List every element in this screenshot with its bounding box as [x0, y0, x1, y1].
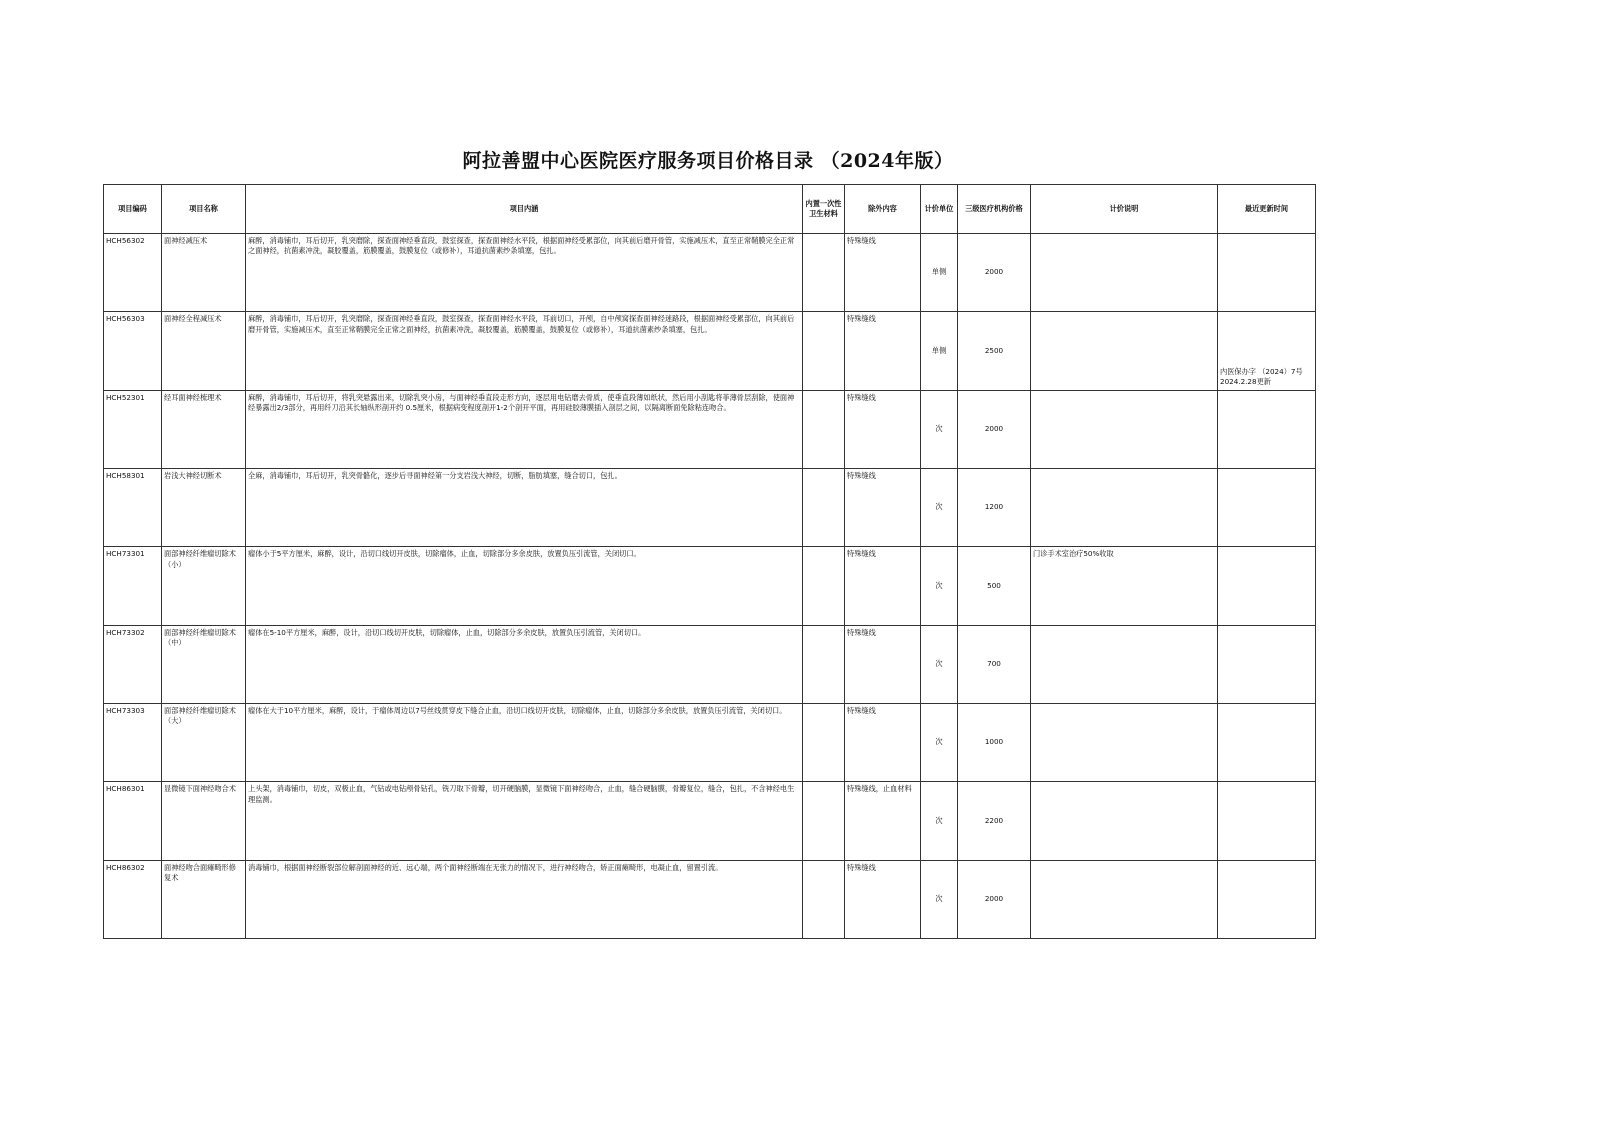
cell-name: 面神经全程减压术 — [162, 312, 246, 390]
cell-code: HCH86302 — [104, 860, 162, 938]
cell-name: 经耳面神经梳理术 — [162, 390, 246, 468]
table-row — [104, 625, 1316, 703]
cell-note — [1031, 234, 1218, 312]
cell-updated: 内医保办字 （2024）7号 2024.2.28更新 — [1218, 312, 1316, 390]
cell-content: 麻醉，消毒铺巾，耳后切开，乳突磨除，探查面神经垂直段，鼓室探查，探查面神经水平段，根据面神经受累部位，向其前后磨开骨管，实施减压术，直至正常鞘膜完全正常之面神经，抗菌素冲洗，凝胶覆盖，筋膜覆盖，鼓膜复位（或修补），耳道抗菌素纱条填塞，包扎。 — [246, 234, 803, 312]
cell-price: 700 — [958, 625, 1031, 703]
page-title: 阿拉善盟中心医院医疗服务项目价格目录 （2024年版） — [462, 150, 954, 172]
cell-name: 面部神经纤维瘤切除术（中） — [162, 625, 246, 703]
cell-disposable — [803, 234, 845, 312]
cell-excluded: 特殊缝线 — [845, 468, 921, 546]
cell-price: 2000 — [958, 234, 1031, 312]
cell-name: 面神经吻合面瘫畸形修复术 — [162, 860, 246, 938]
cell-updated — [1218, 703, 1316, 781]
cell-note — [1031, 468, 1218, 546]
cell-price: 2200 — [958, 782, 1031, 860]
cell-excluded: 特殊缝线 — [845, 234, 921, 312]
cell-unit: 次 — [921, 547, 958, 625]
cell-disposable — [803, 782, 845, 860]
header-updated: 最近更新时间 — [1218, 185, 1316, 234]
cell-price: 500 — [958, 547, 1031, 625]
header-price: 三级医疗机构价格 — [958, 185, 1031, 234]
cell-excluded: 特殊缝线 — [845, 547, 921, 625]
cell-unit: 次 — [921, 782, 958, 860]
cell-updated — [1218, 234, 1316, 312]
cell-note — [1031, 782, 1218, 860]
cell-note — [1031, 703, 1218, 781]
price-table — [103, 184, 1316, 939]
cell-name: 显微镜下面神经吻合术 — [162, 782, 246, 860]
cell-excluded: 特殊缝线，止血材料 — [845, 782, 921, 860]
cell-excluded: 特殊缝线 — [845, 625, 921, 703]
cell-note — [1031, 390, 1218, 468]
cell-excluded: 特殊缝线 — [845, 860, 921, 938]
cell-price: 2500 — [958, 312, 1031, 390]
header-code: 项目编码 — [104, 185, 162, 234]
header-content: 项目内涵 — [246, 185, 803, 234]
table-row — [104, 390, 1316, 468]
cell-excluded: 特殊缝线 — [845, 703, 921, 781]
header-name: 项目名称 — [162, 185, 246, 234]
table-row — [104, 468, 1316, 546]
cell-code: HCH56302 — [104, 234, 162, 312]
header-note: 计价说明 — [1031, 185, 1218, 234]
cell-content: 消毒铺巾，根据面神经断裂部位解剖面神经的近、远心端，两个面神经断端在无张力的情况下，进行神经吻合，矫正面瘫畸形，电凝止血，留置引流。 — [246, 860, 803, 938]
cell-code: HCH52301 — [104, 390, 162, 468]
cell-content: 瘤体在大于10平方厘米，麻醉，设计，于瘤体周边以7号丝线贯穿皮下缝合止血，沿切口线切开皮肤，切除瘤体，止血，切除部分多余皮肤，放置负压引流管，关闭切口。 — [246, 703, 803, 781]
cell-updated — [1218, 468, 1316, 546]
cell-name: 面部神经纤维瘤切除术（小） — [162, 547, 246, 625]
header-excluded: 除外内容 — [845, 185, 921, 234]
cell-code: HCH73303 — [104, 703, 162, 781]
table-row — [104, 782, 1316, 860]
cell-updated — [1218, 625, 1316, 703]
cell-price: 1000 — [958, 703, 1031, 781]
cell-content: 麻醉，消毒铺巾，耳后切开，乳突磨除，探查面神经垂直段，鼓室探查，探查面神经水平段，耳前切口，开颅，自中颅窝探查面神经迷路段，根据面神经受累部位，向其前后磨开骨管，实施减压术，直至正常鞘膜完全正常之面神经，抗菌素冲洗，凝胶覆盖，筋膜覆盖，鼓膜复位（或修补），耳道抗菌素纱条填塞，包扎。 — [246, 312, 803, 390]
table-header-row — [104, 185, 1316, 234]
table-row — [104, 547, 1316, 625]
cell-unit: 单侧 — [921, 312, 958, 390]
cell-code: HCH58301 — [104, 468, 162, 546]
cell-name: 面神经减压术 — [162, 234, 246, 312]
cell-content: 瘤体小于5平方厘米，麻醉，设计，沿切口线切开皮肤，切除瘤体，止血，切除部分多余皮肤，放置负压引流管，关闭切口。 — [246, 547, 803, 625]
cell-updated — [1218, 390, 1316, 468]
cell-content: 上头架，消毒铺巾，切皮，双极止血，气钻或电钻颅骨钻孔，铣刀取下骨瓣，切开硬脑膜，显微镜下面神经吻合，止血，缝合硬脑膜，骨瓣复位，缝合，包扎，不含神经电生理监测。 — [246, 782, 803, 860]
cell-disposable — [803, 390, 845, 468]
cell-note — [1031, 312, 1218, 390]
cell-name: 面部神经纤维瘤切除术（大） — [162, 703, 246, 781]
cell-disposable — [803, 703, 845, 781]
cell-code: HCH86301 — [104, 782, 162, 860]
header-disposable: 内置一次性卫生材料 — [803, 185, 845, 234]
cell-content: 麻醉，消毒铺巾，耳后切开，将乳突悬露出来，切除乳突小房，与面神经垂直段走形方向，逐层用电钻磨去骨质，使垂直段薄如纸状，然后用小刮匙将菲薄骨层刮除，使面神经暴露出2/3部分，再用纤刀沿其长轴纵形剖开约 0.5厘米，根据病变程度剖开1-2个剖开平面，再用硅胶薄膜插入剖层之间，以隔离断面免除粘连吻合。 — [246, 390, 803, 468]
cell-unit: 次 — [921, 703, 958, 781]
cell-code: HCH73302 — [104, 625, 162, 703]
cell-name: 岩浅大神经切断术 — [162, 468, 246, 546]
cell-excluded: 特殊缝线 — [845, 312, 921, 390]
cell-updated — [1218, 860, 1316, 938]
cell-price: 2000 — [958, 860, 1031, 938]
cell-disposable — [803, 468, 845, 546]
cell-content: 全麻，消毒铺巾，耳后切开，乳突骨骼化，逐步后寻面神经第一分支岩浅大神经，切断，脂肪填塞，缝合切口，包扎。 — [246, 468, 803, 546]
cell-code: HCH56303 — [104, 312, 162, 390]
cell-note — [1031, 860, 1218, 938]
cell-excluded: 特殊缝线 — [845, 390, 921, 468]
cell-code: HCH73301 — [104, 547, 162, 625]
header-unit: 计价单位 — [921, 185, 958, 234]
cell-note — [1031, 625, 1218, 703]
cell-unit: 次 — [921, 625, 958, 703]
cell-disposable — [803, 625, 845, 703]
cell-note: 门诊手术室治疗50%收取 — [1031, 547, 1218, 625]
cell-disposable — [803, 547, 845, 625]
table-row — [104, 703, 1316, 781]
table-row — [104, 312, 1316, 390]
cell-unit: 单侧 — [921, 234, 958, 312]
cell-price: 2000 — [958, 390, 1031, 468]
cell-price: 1200 — [958, 468, 1031, 546]
cell-disposable — [803, 860, 845, 938]
cell-updated — [1218, 782, 1316, 860]
cell-unit: 次 — [921, 860, 958, 938]
cell-unit: 次 — [921, 468, 958, 546]
cell-unit: 次 — [921, 390, 958, 468]
cell-content: 瘤体在5-10平方厘米，麻醉，设计，沿切口线切开皮肤，切除瘤体，止血，切除部分多余皮肤，放置负压引流管，关闭切口。 — [246, 625, 803, 703]
table-row — [104, 860, 1316, 938]
cell-disposable — [803, 312, 845, 390]
table-row — [104, 234, 1316, 312]
cell-updated — [1218, 547, 1316, 625]
